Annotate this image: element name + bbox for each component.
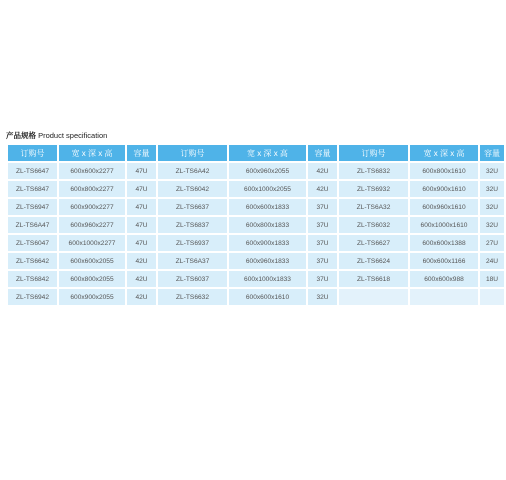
dimensions-cell: 600x1000x1610	[410, 217, 478, 233]
capacity-cell: 37U	[308, 235, 337, 251]
dimensions-cell: 600x960x2055	[229, 163, 306, 179]
dimensions-cell: 600x600x2277	[59, 163, 125, 179]
table-row	[8, 199, 504, 215]
order-no-cell: ZL-TS6037	[158, 271, 227, 287]
dimensions-cell: 600x900x2055	[59, 289, 125, 305]
section-heading-zh: 产品规格	[6, 131, 36, 140]
order-no-cell: ZL-TS6842	[8, 271, 57, 287]
dimensions-cell: 600x900x1833	[229, 235, 306, 251]
header-dimensions-3: 宽 x 深 x 高	[410, 145, 478, 161]
capacity-cell: 24U	[480, 253, 504, 269]
order-no-cell: ZL-TS6627	[339, 235, 408, 251]
order-no-cell: ZL-TS6832	[339, 163, 408, 179]
capacity-cell: 42U	[308, 181, 337, 197]
dimensions-cell: 600x1000x2277	[59, 235, 125, 251]
capacity-cell: 42U	[127, 271, 156, 287]
capacity-cell: 37U	[308, 271, 337, 287]
table-body	[8, 163, 504, 305]
section-heading-en: Product specification	[38, 131, 108, 140]
header-row	[8, 145, 504, 161]
capacity-cell: 47U	[127, 181, 156, 197]
order-no-cell: ZL-TS6A32	[339, 199, 408, 215]
order-no-cell: ZL-TS6A47	[8, 217, 57, 233]
order-no-cell: ZL-TS6632	[158, 289, 227, 305]
dimensions-cell: 600x600x2055	[59, 253, 125, 269]
table-row	[8, 253, 504, 269]
dimensions-cell: 600x800x1610	[410, 163, 478, 179]
dimensions-cell: 600x900x2277	[59, 199, 125, 215]
capacity-cell: 47U	[127, 199, 156, 215]
capacity-cell: 37U	[308, 199, 337, 215]
dimensions-cell: 600x600x1166	[410, 253, 478, 269]
order-no-cell: ZL-TS6847	[8, 181, 57, 197]
table-row	[8, 271, 504, 287]
table-row	[8, 289, 504, 305]
table-row	[8, 217, 504, 233]
section-heading	[6, 130, 107, 141]
dimensions-cell: 600x960x2277	[59, 217, 125, 233]
dimensions-cell: 600x800x1833	[229, 217, 306, 233]
dimensions-cell: 600x960x1610	[410, 199, 478, 215]
header-capacity-1: 容量	[127, 145, 156, 161]
capacity-cell: 42U	[308, 163, 337, 179]
order-no-cell: ZL-TS6637	[158, 199, 227, 215]
capacity-cell: 27U	[480, 235, 504, 251]
order-no-cell: ZL-TS6042	[158, 181, 227, 197]
spec-table	[6, 143, 506, 307]
capacity-cell: 47U	[127, 235, 156, 251]
capacity-cell: 32U	[480, 217, 504, 233]
header-capacity-3: 容量	[480, 145, 504, 161]
dimensions-cell: 600x600x988	[410, 271, 478, 287]
capacity-cell: 42U	[127, 289, 156, 305]
capacity-cell: 37U	[308, 253, 337, 269]
dimensions-cell: 600x1000x1833	[229, 271, 306, 287]
order-no-cell: ZL-TS6937	[158, 235, 227, 251]
order-no-cell: ZL-TS6932	[339, 181, 408, 197]
order-no-cell: ZL-TS6A42	[158, 163, 227, 179]
dimensions-cell	[410, 289, 478, 305]
table-row	[8, 181, 504, 197]
order-no-cell	[339, 289, 408, 305]
capacity-cell: 37U	[308, 217, 337, 233]
capacity-cell: 32U	[480, 199, 504, 215]
header-dimensions-1: 宽 x 深 x 高	[59, 145, 125, 161]
header-order-no-1: 订购号	[8, 145, 57, 161]
dimensions-cell: 600x800x2277	[59, 181, 125, 197]
order-no-cell: ZL-TS6A37	[158, 253, 227, 269]
order-no-cell: ZL-TS6047	[8, 235, 57, 251]
order-no-cell: ZL-TS6642	[8, 253, 57, 269]
dimensions-cell: 600x1000x2055	[229, 181, 306, 197]
dimensions-cell: 600x600x1388	[410, 235, 478, 251]
order-no-cell: ZL-TS6647	[8, 163, 57, 179]
order-no-cell: ZL-TS6624	[339, 253, 408, 269]
order-no-cell: ZL-TS6947	[8, 199, 57, 215]
dimensions-cell: 600x900x1610	[410, 181, 478, 197]
dimensions-cell: 600x800x2055	[59, 271, 125, 287]
header-order-no-3: 订购号	[339, 145, 408, 161]
header-capacity-2: 容量	[308, 145, 337, 161]
dimensions-cell: 600x960x1833	[229, 253, 306, 269]
capacity-cell: 32U	[308, 289, 337, 305]
dimensions-cell: 600x600x1610	[229, 289, 306, 305]
order-no-cell: ZL-TS6032	[339, 217, 408, 233]
capacity-cell: 47U	[127, 163, 156, 179]
capacity-cell: 32U	[480, 181, 504, 197]
capacity-cell: 32U	[480, 163, 504, 179]
table-row	[8, 235, 504, 251]
dimensions-cell: 600x600x1833	[229, 199, 306, 215]
order-no-cell: ZL-TS6942	[8, 289, 57, 305]
capacity-cell	[480, 289, 504, 305]
header-dimensions-2: 宽 x 深 x 高	[229, 145, 306, 161]
capacity-cell: 42U	[127, 253, 156, 269]
order-no-cell: ZL-TS6837	[158, 217, 227, 233]
capacity-cell: 18U	[480, 271, 504, 287]
order-no-cell: ZL-TS6618	[339, 271, 408, 287]
header-order-no-2: 订购号	[158, 145, 227, 161]
table-row	[8, 163, 504, 179]
capacity-cell: 47U	[127, 217, 156, 233]
